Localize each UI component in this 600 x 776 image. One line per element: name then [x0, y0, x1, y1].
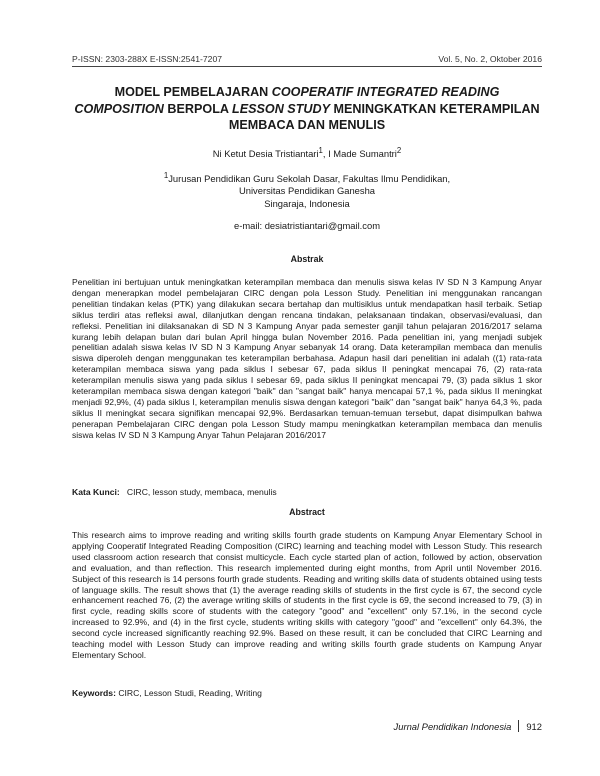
volume-text: Vol. 5, No. 2, Oktober 2016	[438, 54, 542, 64]
author-1-sup: 1	[318, 146, 323, 155]
abstrak-heading: Abstrak	[290, 254, 324, 264]
paper-title	[72, 84, 542, 134]
title-part-4: LESSON STUDY	[232, 101, 330, 116]
keywords-label: Keywords:	[72, 688, 116, 698]
author-1: Ni Ketut Desia Tristiantari	[212, 148, 319, 160]
affiliation-line-1: Jurusan Pendidikan Guru Sekolah Dasar, Fakultas Ilmu Pendidikan,	[168, 173, 451, 185]
title-part-3: BERPOLA	[163, 101, 233, 116]
abstract-body: This research aims to improve reading and writing skills fourth grade students on Kampung Anyar Elementary School in applying Cooperatif Integrated Reading Composition (CIRC) learning and teaching model with Lesson Study. This research used classroom action research that consist multicycle. Each cycle started plan of action, followed by action, observation and evaluation, and than reflection. This research implemented during eight months, from April until November 2016. Subject of this research is 14 persons fourth grade students. Reading and writing skills data of students obtained using tests of language skills. The result shows that (1) the average reading skills of students in the first cycle is 67, the second cycle enhancement reached 76, (2) the average writing skills of students in the first cycle is 69, the second increased to 79, (3) in first cycle, reading skills score of students with the category "good" and "excellent" only 57.1%, in the second cycle increased to 92.9%, and (4) in the first cycle, students writing skills with category "good" and "excellent" only 64.3%, the second cycle increased significantly reaching 92.9%. Based on these result, it can be concluded that CIRC Learning and teaching model with Lesson Study can improve reading and writing skills fourth grade students on Kampung Anyar Elementary School.	[72, 530, 542, 660]
abstrak-body: Penelitian ini bertujuan untuk meningkatkan keterampilan membaca dan menulis siswa kelas IV SD N 3 Kampung Anyar dengan menerapkan model pembelajaran CIRC dengan pola Lesson Study. Penelitian ini menggunakan rancangan penelitian tindakan kelas (PTK) yang dilakukan secara bertahap dan multisiklus untuk mendapatkan hasil terbaik. Setiap siklus terdiri atas refleksi awal, dilanjutkan dengan rencana tindakan, pelaksanaan tindakan, observasi/evaluasi, dan refleksi. Penelitian ini dilaksanakan di SD N 3 Kampung Anyar pada semester ganjil tahun pelajaran 2016/2017 selama kurang lebih delapan bulan dari bulan April hingga bulan November 2016. Pada penelitian ini, yang menjadi subjek penelitian adalah siswa kelas IV SD N 3 Kampung Anyar sebanyak 14 orang. Data keterampilan membaca dan menulis siswa diperoleh dengan menggunakan tes keterampilan berbahasa. Adapun hasil dari penelitian ini adalah ((1) rata-rata keterampilan membaca siswa yang pada siklus I sebesar 67, pada siklus II peningkat mencapai 76, (2) rata-rata keterampilan menulis siswa yang pada siklus I sebesar 69, pada siklus II peningkat mencapai 79, (3) pada siklus 1 skor keterampilan membaca siswa dengan kategori "baik" dan "sangat baik" hanya mencapai 57,1 %, pada siklus II meningkat menjadi 92,9%, (4) pada siklus I, keterampilan menulis siswa dengan kategori "baik" dan "sangat baik" hanya 64,3 %, pada siklus II meningkat secara signifikan mencapai 92,9%. Berdasarkan temuan-temuan tersebut, dapat disimpulkan bahwa penerapan Pembelajaran CIRC dengan pola Lesson Study mampu meningkatkan keterampilan membaca dan menulis siswa kelas IV SD N 3 Kampung Anyar Tahun Pelajaran 2016/2017	[72, 277, 542, 440]
affiliation	[72, 170, 542, 210]
email-address: e-mail: desiatristiantari@gmail.com	[233, 220, 381, 231]
title-part-1: MODEL PEMBELAJARAN	[114, 85, 272, 99]
issn-text: P-ISSN: 2303-288X E-ISSN:2541-7207	[72, 54, 223, 64]
kata-kunci-value: CIRC, lesson study, membaca, menulis	[126, 487, 277, 497]
keywords	[72, 688, 542, 698]
author-2-sup: 2	[396, 146, 402, 155]
affiliation-line-3: Singaraja, Indonesia	[264, 197, 350, 209]
title-part-2: COOPERATIF INTEGRATED READING COMPOSITION	[74, 85, 500, 116]
journal-name: Jurnal Pendidikan Indonesia	[393, 720, 512, 732]
abstract-heading: Abstract	[289, 507, 325, 517]
page-footer	[394, 720, 542, 732]
running-header	[72, 54, 542, 64]
author-2: I Made Sumantri	[328, 148, 397, 160]
title-part-5: MENINGKATKAN KETERAMPILAN MEMBACA DAN MENULIS	[228, 101, 540, 132]
keywords-value: CIRC, Lesson Studi, Reading, Writing	[118, 688, 262, 698]
affiliation-sup: 1	[163, 171, 169, 180]
page-number: 912	[526, 720, 542, 732]
author-separator: ,	[322, 148, 329, 160]
kata-kunci-label: Kata Kunci:	[72, 487, 120, 497]
author-list	[72, 146, 542, 159]
affiliation-line-2: Universitas Pendidikan Ganesha	[238, 185, 375, 197]
header-divider	[72, 66, 542, 67]
kata-kunci	[72, 487, 542, 497]
footer-separator	[518, 720, 519, 732]
